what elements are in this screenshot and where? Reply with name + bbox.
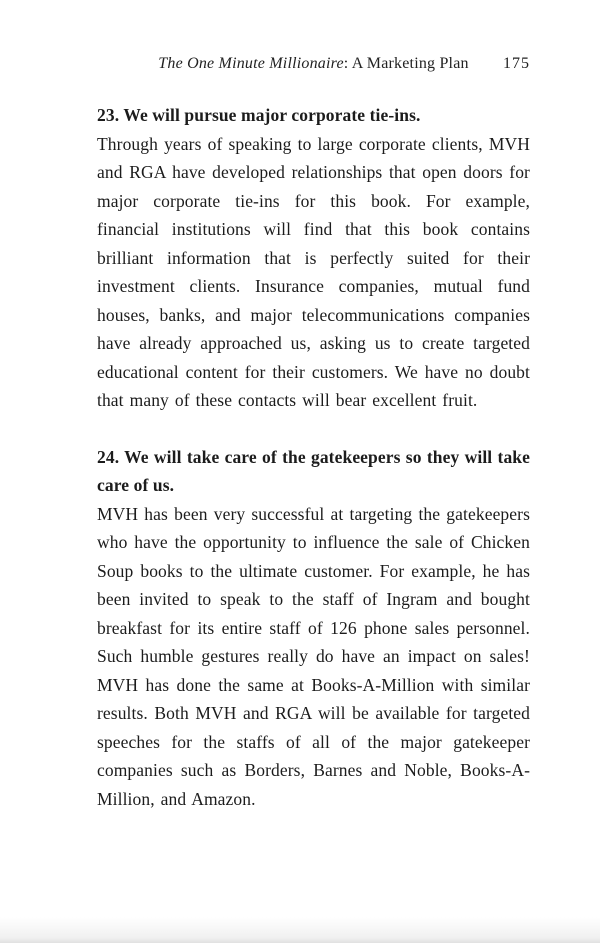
page-content: [97, 101, 530, 813]
header-title: [97, 55, 530, 73]
section-24-body: MVH has been very successful at targeting the gatekeepers who have the opportunity to influence the sale of Chicken Soup books to the ultimate customer. For example, he has been invited to speak to the staff of Ingram and bought breakfast for its entire staff of 126 phone sales personnel. Such humble gestures really do have an impact on sales! MVH has done the same at Books-A-Million with similar results. Both MVH and RGA will be available for targeted speeches for the staffs of all of the major gatekeeper companies such as Borders, Barnes and Noble, Books-A-Million, and Amazon.: [97, 503, 530, 809]
page-number: 175: [503, 55, 530, 72]
running-header: [97, 55, 530, 77]
section-24: [97, 443, 530, 814]
section-24-heading: 24. We will take care of the gatekeepers so they will take care of us.: [97, 446, 530, 495]
section-23-body: Through years of speaking to large corporate clients, MVH and RGA have developed relationships that open doors for major corporate tie-ins for this book. For example, financial institutions will find that this book contains brilliant information that is perfectly suited for their investment clients. Insurance companies, mutual fund houses, banks, and major telecommunications companies have already approached us, asking us to create targeted educational content for their customers. We have no doubt that many of these contacts will bear excellent fruit.: [97, 133, 530, 410]
book-title: The One Minute Millionaire: [158, 55, 344, 72]
section-23-heading: 23. We will pursue major corporate tie-ins.: [97, 105, 421, 125]
header-subtitle: : A Marketing Plan: [343, 55, 469, 72]
section-23: [97, 101, 530, 415]
